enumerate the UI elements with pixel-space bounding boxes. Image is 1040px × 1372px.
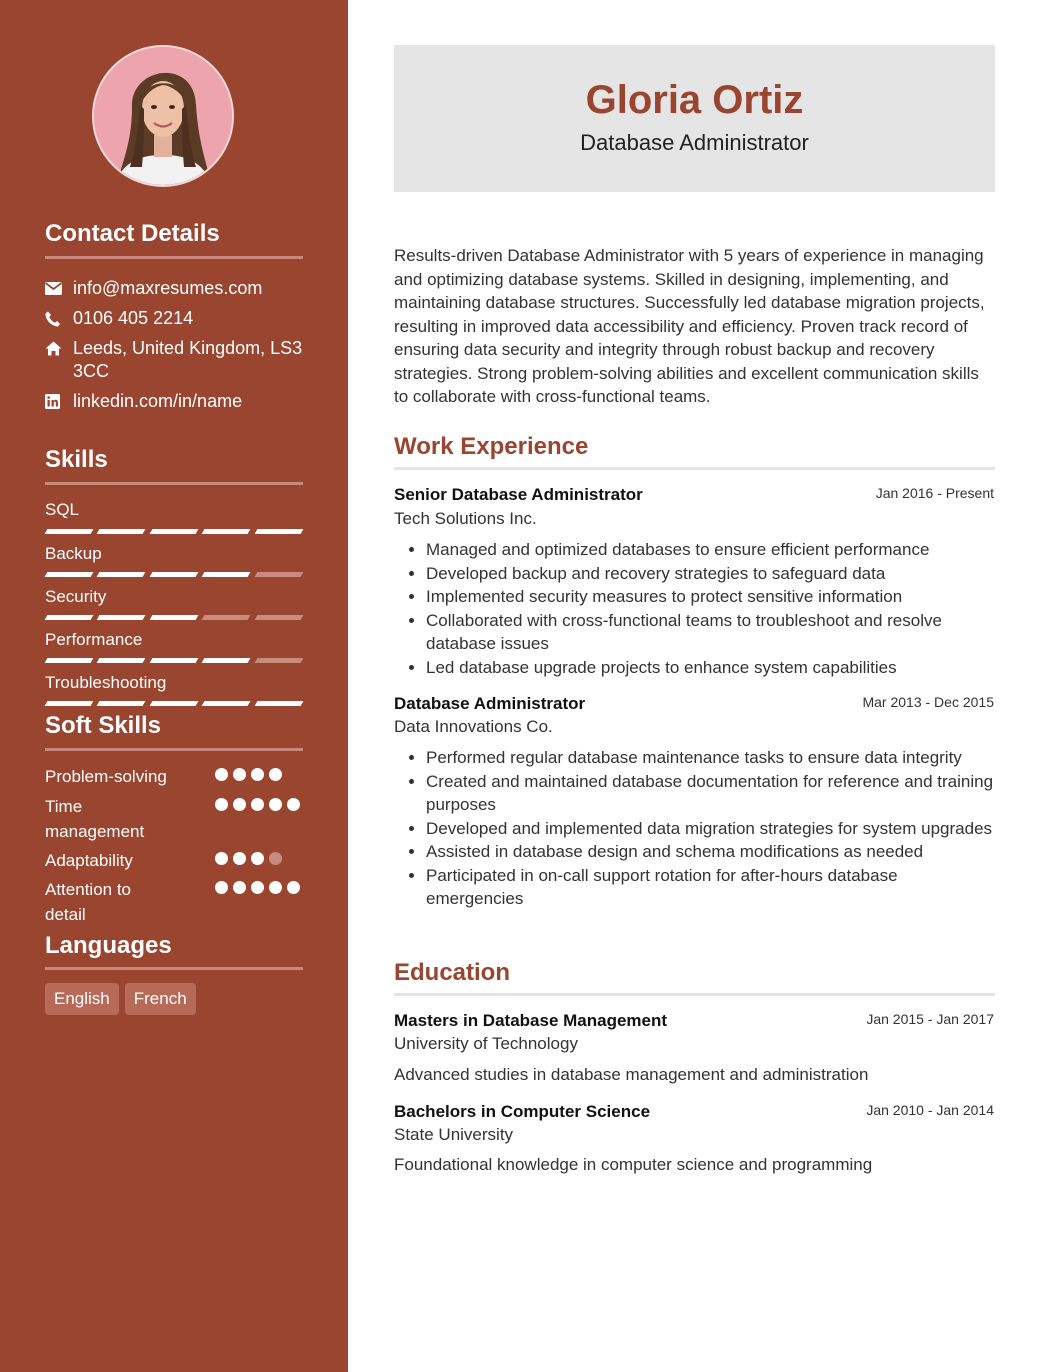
- list-item: • Implemented security measures to protect sensitive information: [426, 585, 994, 609]
- job-company: Data Innovations Co.: [394, 717, 553, 736]
- avatar: [92, 45, 234, 187]
- soft-skill-rating: [215, 768, 305, 781]
- rating-dot: [233, 881, 246, 894]
- contact-address: [45, 337, 305, 383]
- list-item: • Assisted in database design and schema modifications as needed: [426, 840, 994, 864]
- education-divider: [394, 993, 995, 996]
- list-item: • Developed and implemented data migration strategies for system upgrades: [426, 817, 994, 841]
- list-item: • Developed backup and recovery strategies to safeguard data: [426, 562, 994, 586]
- skill-level-segment: [45, 529, 94, 534]
- rating-dot: [251, 852, 264, 865]
- job-role: Senior Database Administrator: [394, 485, 643, 504]
- skill-bar: [46, 658, 302, 664]
- skill-bar: [46, 529, 302, 535]
- skill-level-segment: [149, 529, 198, 534]
- rating-dot: [287, 881, 300, 894]
- skill-name: Troubleshooting: [45, 673, 167, 692]
- job-bullets: [394, 538, 994, 679]
- phone-icon: [45, 307, 73, 330]
- skill-name: Backup: [45, 544, 102, 563]
- rating-dot: [269, 768, 282, 781]
- degree-description: Advanced studies in database management and administration: [394, 1065, 869, 1084]
- envelope-icon: [45, 277, 73, 300]
- soft-skill-name: Problem-solving: [45, 767, 167, 786]
- language-chip: French: [125, 983, 196, 1015]
- soft-skill-rating: [215, 798, 305, 811]
- languages-divider: [45, 967, 303, 970]
- skill-bar: [46, 572, 302, 578]
- skill-level-segment: [202, 529, 251, 534]
- person-title: Database Administrator: [580, 130, 809, 155]
- skill-level-segment: [202, 572, 251, 577]
- person-name: Gloria Ortiz: [585, 78, 804, 122]
- degree-description: Foundational knowledge in computer science and programming: [394, 1155, 873, 1174]
- skill-level-segment: [202, 701, 251, 706]
- degree-title: Bachelors in Computer Science: [394, 1102, 651, 1121]
- skills-divider: [45, 482, 303, 485]
- soft-skill-name: Time management: [45, 797, 145, 841]
- contact-email: [45, 277, 305, 300]
- contact-section-title: Contact Details: [45, 220, 220, 247]
- list-item: • Participated in on-call support rotation for after-hours database emergencies: [426, 864, 994, 911]
- email-text: info@maxresumes.com: [73, 278, 263, 298]
- rating-dot: [215, 798, 228, 811]
- soft-skill-name: Attention to detail: [45, 880, 132, 924]
- languages-section-title: Languages: [45, 932, 172, 959]
- skill-bar: [46, 701, 302, 707]
- summary-text: Results-driven Database Administrator with 5 years of experience in managing and optimizing database systems. Skilled in designing, implementing, and maintaining database structures. Successfully led database migration projects, resulting in improved data accessibility and efficiency. Proven track record of ensuring data security and integrity through robust backup and recovery strategies. Strong problem-solving abilities and excellent communication skills to collaborate with cross-functional teams.: [394, 246, 985, 406]
- skill-level-segment: [97, 615, 146, 620]
- skill-level-segment: [97, 572, 146, 577]
- linkedin-icon: [45, 390, 73, 413]
- skill-name: Performance: [45, 630, 143, 649]
- degree-dates: Jan 2015 - Jan 2017: [866, 1011, 994, 1027]
- languages-list: [45, 983, 196, 1015]
- skill-level-segment: [45, 615, 94, 620]
- skill-level-segment: [254, 658, 303, 663]
- skill-level-segment: [254, 701, 303, 706]
- job-dates: Jan 2016 - Present: [875, 485, 994, 501]
- rating-dot: [269, 798, 282, 811]
- rating-dot: [287, 798, 300, 811]
- school-name: University of Technology: [394, 1034, 578, 1053]
- soft-skill-rating: [215, 852, 305, 865]
- skill-level-segment: [97, 529, 146, 534]
- skill-level-segment: [45, 572, 94, 577]
- rating-dot: [215, 852, 228, 865]
- skill-level-segment: [202, 658, 251, 663]
- skill-level-segment: [45, 701, 94, 706]
- rating-dot: [233, 852, 246, 865]
- skill-level-segment: [254, 572, 303, 577]
- skill-level-segment: [149, 615, 198, 620]
- soft-skill-name: Adaptability: [45, 851, 133, 870]
- list-item: • Led database upgrade projects to enhance system capabilities: [426, 656, 994, 680]
- skill-level-segment: [45, 658, 94, 663]
- rating-dot: [215, 881, 228, 894]
- sidebar: [0, 0, 348, 1372]
- degree-dates: Jan 2010 - Jan 2014: [866, 1102, 994, 1118]
- skill-level-segment: [149, 658, 198, 663]
- work-section-title: Work Experience: [394, 433, 589, 460]
- skill-name: Security: [45, 587, 107, 606]
- list-item: • Performed regular database maintenance tasks to ensure data integrity: [426, 746, 994, 770]
- rating-dot: [269, 881, 282, 894]
- contact-divider: [45, 256, 303, 259]
- job-company: Tech Solutions Inc.: [394, 509, 537, 528]
- rating-dot: [215, 768, 228, 781]
- job-role: Database Administrator: [394, 694, 586, 713]
- home-icon: [45, 337, 73, 360]
- skill-level-segment: [97, 658, 146, 663]
- skill-level-segment: [97, 701, 146, 706]
- rating-dot: [233, 768, 246, 781]
- rating-dot: [233, 798, 246, 811]
- phone-text: 0106 405 2214: [73, 308, 194, 328]
- address-text: Leeds, United Kingdom, LS3 3CC: [73, 338, 303, 381]
- rating-dot: [251, 798, 264, 811]
- soft-skills-section-title: Soft Skills: [45, 712, 162, 739]
- job-dates: Mar 2013 - Dec 2015: [862, 694, 994, 710]
- education-section-title: Education: [394, 959, 511, 986]
- job-bullets: [394, 746, 994, 911]
- contact-linkedin: [45, 390, 305, 413]
- contact-phone: [45, 307, 305, 330]
- school-name: State University: [394, 1125, 514, 1144]
- rating-dot: [251, 881, 264, 894]
- skill-level-segment: [254, 615, 303, 620]
- skill-name: SQL: [45, 500, 80, 519]
- soft-skills-divider: [45, 748, 303, 751]
- list-item: • Created and maintained database documentation for reference and training purposes: [426, 770, 994, 817]
- work-divider: [394, 467, 995, 470]
- rating-dot: [269, 852, 282, 865]
- rating-dot: [251, 768, 264, 781]
- list-item: • Managed and optimized databases to ensure efficient performance: [426, 538, 994, 562]
- skill-level-segment: [202, 615, 251, 620]
- skill-level-segment: [149, 572, 198, 577]
- skills-section-title: Skills: [45, 446, 108, 473]
- soft-skill-rating: [215, 881, 305, 894]
- skill-bar: [46, 615, 302, 621]
- language-chip: English: [45, 983, 119, 1015]
- degree-title: Masters in Database Management: [394, 1011, 668, 1030]
- list-item: • Collaborated with cross-functional teams to troubleshoot and resolve database issues: [426, 609, 994, 656]
- skill-level-segment: [254, 529, 303, 534]
- linkedin-text: linkedin.com/in/name: [73, 391, 243, 411]
- skill-level-segment: [149, 701, 198, 706]
